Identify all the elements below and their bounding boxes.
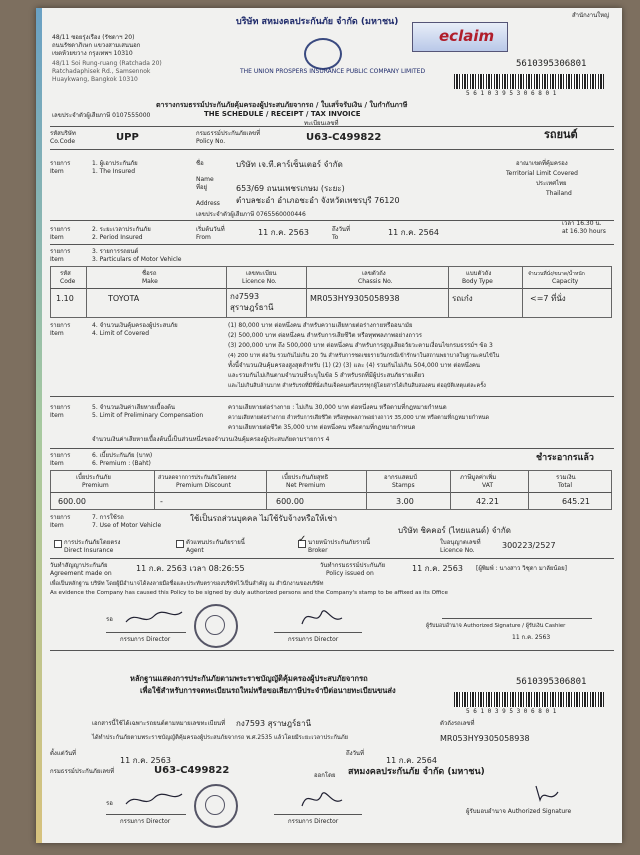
agreement-made-label-en: Agreement made on <box>50 570 112 577</box>
evidence-text-th: เพื่อเป็นหลักฐาน บริษัท โดยผู้มีอำนาจได้ลงลายมือชื่อและประทับตราของบริษัทไว้เป็นสำคัญ ณ สำนักงานของบริษัท <box>50 581 324 587</box>
agent-checkbox <box>176 540 184 548</box>
ro-mark: รอ <box>106 800 113 807</box>
certificate-issued-by-label: ออกโดย <box>314 772 336 779</box>
divider <box>50 558 614 559</box>
direct-insurance-label-th: การประกันภัยโดยตรง <box>64 539 121 546</box>
certificate-to: 11 ก.ค. 2564 <box>386 756 437 765</box>
ro-mark: รอ <box>106 616 113 623</box>
coverage-line: (1) 80,000 บาท ต่อหนึ่งคน สำหรับความเสียหายต่อร่างกายหรืออนามัย <box>228 322 413 329</box>
item-label-en: Item <box>50 256 64 263</box>
item-label-en: Item <box>50 460 64 467</box>
preliminary-line: ความเสียหายต่อชีวิต 35,000 บาท ต่อหนึ่งคน หรือตามที่กฎหมายกำหนด <box>228 424 416 431</box>
vehicle-table-col-rule <box>522 266 523 318</box>
period-time-th: เวลา 16.30 น. <box>562 220 602 227</box>
insured-address-1: 653/69 ถนนเพชรเกษม (ระยะ) <box>236 184 345 193</box>
item-label-th: รายการ <box>50 160 71 167</box>
director-label-1: กรรมการ Director <box>120 636 171 643</box>
vehicle-licence-1: กง7593 <box>230 292 260 301</box>
certificate-chassis: MR053HY9305058938 <box>440 734 530 743</box>
director-signature-4 <box>298 786 348 812</box>
insured-name: บริษัท เจ.ที.คาร์เซ็นเตอร์ จำกัด <box>236 160 343 169</box>
divider <box>50 126 614 127</box>
co-code-label-en: Co.Code <box>50 138 76 145</box>
premium-label-en: 6. Premium : (Baht) <box>92 460 151 467</box>
period-from-label-en: From <box>196 234 211 241</box>
vehicle-header-th: รหัส <box>60 270 71 277</box>
certificate-from-label: ตั้งแต่วันที่ <box>50 750 77 757</box>
vehicle-header-en: Code <box>60 278 76 285</box>
preliminary-label-en: 5. Limit of Preliminary Compensation <box>92 412 204 419</box>
item-label-th: รายการ <box>50 248 71 255</box>
licence-label-en: Licence No. <box>440 547 475 554</box>
direct-insurance-label-en: Direct Insurance <box>64 547 114 554</box>
vehicle-header-en: Licence No. <box>242 278 277 285</box>
certificate-authorized-label: ผู้รับมอบอำนาจ Authorized Signature <box>466 808 572 815</box>
director-label-4: กรรมการ Director <box>288 818 339 825</box>
divider <box>50 396 614 397</box>
premium-header-en: Premium <box>82 482 109 489</box>
director-signature-2 <box>298 604 348 630</box>
vehicle-table-col-rule <box>306 266 307 318</box>
divider <box>50 650 614 651</box>
vehicle-capacity: <=7 ที่นั่ง <box>530 294 566 303</box>
company-address-en-3: Huaykwang, Bangkok 10310 <box>52 76 138 83</box>
signature-line <box>274 814 362 815</box>
company-address-th-2: ถนนรัชดาภิเษก แขวงสามเสนนอก <box>52 42 141 49</box>
broker-label-en: Broker <box>308 547 328 554</box>
head-office-label: สำนักงานใหญ่ <box>572 12 610 19</box>
vehicle-table-col-rule <box>226 266 227 318</box>
vehicle-table-col-rule <box>86 266 87 318</box>
eclaim-logo <box>412 22 508 52</box>
item-label-th: รายการ <box>50 322 71 329</box>
usage-label-th: 7. การใช้รถ <box>92 514 124 521</box>
stamps-value: 3.00 <box>396 497 414 506</box>
coverage-line: และไม่เกินสิบล้านบาท สำหรับรถที่มีที่นั่งเกินเจ็ดคนหรือบรรทุกผู้โดยสารได้เกินสิบสองคน ต่ออุบัติเหตุแต่ละครั้ง <box>228 383 486 389</box>
company-address-en-2: Ratchadaphisek Rd., Samsennok <box>52 68 151 75</box>
premium-header-th: ภาษีมูลค่าเพิ่ม <box>460 474 497 481</box>
item-label-en: Item <box>50 412 64 419</box>
territory-label-en: Territorial Limit Covered <box>506 170 578 177</box>
insured-tax-id: เลขประจำตัวผู้เสียภาษี 0765560000446 <box>196 211 306 218</box>
premium-header-th: เบี้ยประกันภัย <box>76 474 111 481</box>
policy-no-label-th: กรมธรรม์ประกันภัยเลขที่ <box>196 130 261 137</box>
coverage-line: และรวมกันไม่เกินตามจำนวนที่ระบุในข้อ 5 สำหรับรถที่มีผู้ประสบภัยรายเดียว <box>228 372 425 379</box>
period-from-value: 11 ก.ค. 2563 <box>258 228 309 237</box>
direct-insurance-checkbox <box>54 540 62 548</box>
period-to-value: 11 ก.ค. 2564 <box>388 228 439 237</box>
doc-title-en: THE SCHEDULE / RECEIPT / TAX INVOICE <box>204 110 361 118</box>
authorized-cashier-label: ผู้รับมอบอำนาจ Authorized Signature / ผู้รับเงิน Cashier <box>426 623 566 629</box>
period-label-en: 2. Period Insured <box>92 234 143 241</box>
vehicle-header-th: ชื่อรถ <box>142 270 157 277</box>
stamp-duty-paid: ชำระอากรแล้ว <box>536 453 594 463</box>
certificate-policy-label: กรมธรรม์ประกันภัยเลขที่ <box>50 768 115 775</box>
insured-label-th: 1. ผู้เอาประกันภัย <box>92 160 138 167</box>
premium-header-th: รวมเงิน <box>556 474 576 481</box>
premium-header-en: VAT <box>482 482 494 489</box>
company-logo-icon <box>304 38 342 70</box>
insured-label-en: 1. The Insured <box>92 168 136 175</box>
agent-label-th: ตัวแทนประกันภัยรายนี้ <box>186 539 245 546</box>
vehicle-chassis: MR053HY9305058938 <box>310 294 400 303</box>
vehicle-code: 1.10 <box>56 294 74 303</box>
co-code-label-th: รหัสบริษัท <box>50 130 76 137</box>
item-label-en: Item <box>50 234 64 241</box>
premium-discount-value: - <box>160 497 163 506</box>
company-address-th-3: เขตห้วยขวาง กรุงเทพฯ 10310 <box>52 50 133 57</box>
coverage-line: ทั้งนี้จำนวนเงินคุ้มครองสูงสุดสำหรับ (1) (2) (3) และ (4) รวมกันไม่เกิน 504,000 บาท ต่อหนึ่งคน <box>228 362 480 369</box>
premium-header-en: Net Premium <box>286 482 326 489</box>
total-value: 645.21 <box>562 497 590 506</box>
period-to-label-en: To <box>332 234 339 241</box>
policy-document <box>36 8 622 843</box>
authorized-date: 11 ก.ค. 2563 <box>512 634 551 641</box>
vehicle-header-en: Body Type <box>462 278 493 285</box>
usage-label-en: 7. Use of Motor Vehicle <box>92 522 162 529</box>
vehicle-table-header-rule <box>50 288 612 289</box>
certificate-law-line: ได้ทำประกันภัยตามพระราชบัญญัติคุ้มครองผู้ประสบภัยจากรถ พ.ศ.2535 แล้วโดยมีระยะเวลาประกันภัย <box>92 735 349 741</box>
signature-line <box>442 618 592 619</box>
bottom-barcode-under: 5 6 1 0 3 9 5 3 0 6 8 0 1 <box>466 708 557 715</box>
coverage-label-th: 4. จำนวนเงินคุ้มครองผู้ประสบภัย <box>92 322 178 329</box>
company-seal-icon <box>194 604 238 648</box>
vehicle-make: TOYOTA <box>108 294 140 303</box>
plate-line-label: เอกสารนี้ใช้ได้เฉพาะรถยนต์ตามหมายเลขทะเบียนที่ <box>92 720 226 727</box>
printed-by: [ผู้พิมพ์ : นางสาว วิชุดา มาลัยน้อย] <box>476 565 567 572</box>
item-label-th: รายการ <box>50 404 71 411</box>
agreement-made-value: 11 ก.ค. 2563 เวลา 08:26:55 <box>136 564 245 573</box>
certificate-title-2: เพื่อใช้สำหรับการจดทะเบียนรถใหม่หรือขอเสียภาษีประจำปีต่อนายทะเบียนขนส่ง <box>140 686 396 695</box>
premium-header-th: ส่วนลดจากการประกันภัยโดยตรง <box>158 475 237 481</box>
top-barcode-under: 5 6 1 0 3 9 5 3 0 6 8 0 1 <box>466 90 557 97</box>
company-name-en: THE UNION PROSPERS INSURANCE PUBLIC COMPANY LIMITED <box>240 68 426 75</box>
licence-label-th: ใบอนุญาตเลขที่ <box>440 539 481 546</box>
coverage-line: (4) 200 บาท ต่อวัน รวมกันไม่เกิน 20 วัน สำหรับการชดเชยรายวันกรณีเข้ารักษาในสถานพยาบาลในฐานะคนไข้ใน <box>228 353 500 359</box>
director-signature-1 <box>124 606 184 628</box>
company-address-en-1: 48/11 Soi Rung-ruang (Ratchada 20) <box>52 60 162 67</box>
document-side-stripe <box>36 8 42 843</box>
agent-label-en: Agent <box>186 547 204 554</box>
period-time-en: at 16.30 hours <box>562 228 606 235</box>
broker-label-th: นายหน้าประกันภัยรายนี้ <box>308 539 371 546</box>
bottom-barcode <box>454 692 604 707</box>
premium-header-en: Total <box>558 482 573 489</box>
preliminary-line: จำนวนเงินค่าเสียหายเบื้องต้นนี้เป็นส่วนหนึ่งของจำนวนเงินคุ้มครองผู้ประสบภัยตามรายการ 4 <box>92 436 330 443</box>
vehicle-header-th: แบบตัวถัง <box>466 270 492 277</box>
net-premium-value: 600.00 <box>276 497 304 506</box>
period-from-label-th: เริ่มต้นวันที่ <box>196 226 225 233</box>
vehicle-header-en: Capacity <box>552 278 579 285</box>
top-barcode <box>454 74 604 89</box>
premium-header-en: Stamps <box>392 482 415 489</box>
item-label-th: รายการ <box>50 514 71 521</box>
item-label-en: Item <box>50 168 64 175</box>
vehicle-header-th: เลขทะเบียน <box>246 270 277 277</box>
broker-check-icon: ✓ <box>298 534 307 545</box>
divider <box>50 448 614 449</box>
coverage-line: (2) 500,000 บาท ต่อหนึ่งคน สำหรับการเสียชีวิต หรือทุพพลภาพอย่างถาวร <box>228 332 423 339</box>
divider <box>50 244 614 245</box>
broker-name: บริษัท ชิคคอร์ (ไทยแลนด์) จำกัด <box>398 526 511 535</box>
vat-value: 42.21 <box>476 497 499 506</box>
doc-title-th: ตารางกรมธรรม์ประกันภัยคุ้มครองผู้ประสบภัยจากรถ / ใบเสร็จรับเงิน / ใบกำกับภาษี <box>156 101 408 109</box>
agreement-made-label-th: วันทำสัญญาประกันภัย <box>50 562 108 569</box>
period-label-th: 2. ระยะเวลาประกันภัย <box>92 226 151 233</box>
vehicle-label-en: 3. Particulars of Motor Vehicle <box>92 256 182 263</box>
director-signature-3 <box>124 788 184 810</box>
policy-no-label-en: Policy No. <box>196 138 226 145</box>
signature-line <box>106 632 186 633</box>
certificate-chassis-label: ตัวถังรถเลขที่ <box>440 720 475 727</box>
premium-table-col-rule <box>266 470 267 510</box>
period-to-label-th: ถึงวันที่ <box>332 226 350 233</box>
vehicle-header-en: Chassis No. <box>358 278 393 285</box>
address-label-th: ที่อยู่ <box>196 184 208 191</box>
licence-number: 300223/2527 <box>502 541 556 550</box>
certificate-plate: กง7593 สุราษฎร์ธานี <box>236 719 312 728</box>
vehicle-licence-2: สุราษฎร์ธานี <box>230 303 274 312</box>
vehicle-label-th: 3. รายการรถยนต์ <box>92 248 139 255</box>
coverage-label-en: 4. Limit of Covered <box>92 330 150 337</box>
preliminary-line: ความเสียหายต่อร่างกาย สำหรับการเสียชีวิต หรือทุพพลภาพอย่างถาวร 35,000 บาท หรือตามที่กฎหมายกำหนด <box>228 415 490 421</box>
item-label-th: รายการ <box>50 226 71 233</box>
vehicle-header-en: Make <box>142 278 158 285</box>
premium-header-th: อากรแสตมป์ <box>384 474 418 481</box>
certificate-to-label: ถึงวันที่ <box>346 750 364 757</box>
premium-table-col-rule <box>528 470 529 510</box>
insured-address-2: ตำบลชะอำ อำเภอชะอำ จังหวัดเพชรบุรี 76120 <box>236 196 400 205</box>
premium-header-th: เบี้ยประกันภัยสุทธิ <box>282 474 329 481</box>
divider <box>50 149 614 150</box>
top-barcode-number: 5610395306801 <box>516 59 587 69</box>
premium-table-col-rule <box>154 470 155 510</box>
territory-en: Thailand <box>546 190 572 197</box>
certificate-title-1: หลักฐานแสดงการประกันภัยตามพระราชบัญญัติคุ้มครองผู้ประสบภัยจากรถ <box>130 674 368 683</box>
vehicle-body-type: รถเก๋ง <box>452 294 473 303</box>
company-address-th-1: 48/11 ซอยรุ่งเรือง (รัชดาฯ 20) <box>52 34 135 41</box>
evidence-text-en: As evidence the Company has caused this Policy to be signed by duly authorized persons and the Company's stamp to be affixed as its Office <box>50 590 448 596</box>
policy-type: รถยนต์ <box>544 128 578 141</box>
signature-line <box>106 814 186 815</box>
policy-issued-label-en: Policy issued on <box>326 570 374 577</box>
coverage-line: (3) 200,000 บาท ถึง 500,000 บาท ต่อหนึ่งคน สำหรับการสูญเสียอวัยวะตามเงื่อนไขกรมธรรม์ฯ ข้อ 3 <box>228 342 493 349</box>
registration-label: ทะเบียนเลขที่ <box>304 120 339 127</box>
company-name-th: บริษัท สหมงคลประกันภัย จำกัด (มหาชน) <box>236 17 399 27</box>
premium-table-col-rule <box>450 470 451 510</box>
vehicle-header-th: เลขตัวถัง <box>362 270 386 277</box>
policy-issued-value: 11 ก.ค. 2563 <box>412 564 463 573</box>
co-code-value: UPP <box>116 132 139 143</box>
director-label-2: กรรมการ Director <box>288 636 339 643</box>
address-label-en: Address <box>196 200 220 207</box>
eclaim-logo-text: eclaim <box>439 27 495 45</box>
preliminary-line: ความเสียหายต่อร่างกาย : ไม่เกิน 30,000 บาท ต่อหนึ่งคน หรือตามที่กฎหมายกำหนด <box>228 404 447 411</box>
preliminary-label-th: 5. จำนวนเงินค่าเสียหายเบื้องต้น <box>92 404 176 411</box>
certificate-policy-no: U63-C499822 <box>154 765 230 776</box>
company-seal-icon <box>194 784 238 828</box>
premium-table-col-rule <box>366 470 367 510</box>
certificate-issued-by: สหมงคลประกันภัย จำกัด (มหาชน) <box>348 767 485 777</box>
premium-label-th: 6. เบี้ยประกันภัย (บาท) <box>92 452 153 459</box>
name-label-en: Name <box>196 176 214 183</box>
certificate-from: 11 ก.ค. 2563 <box>120 756 171 765</box>
tax-id: เลขประจำตัวผู้เสียภาษี 0107555000 <box>52 112 151 119</box>
premium-header-en: Premium Discount <box>176 482 231 489</box>
name-label-th: ชื่อ <box>196 160 204 167</box>
policy-issued-label-th: วันทำกรมธรรม์ประกันภัย <box>320 562 386 569</box>
authorized-signature <box>532 782 562 806</box>
item-label-th: รายการ <box>50 452 71 459</box>
item-label-en: Item <box>50 330 64 337</box>
vehicle-header-th: จำนวนที่นั่ง/ขนาด/น้ำหนัก <box>528 271 585 277</box>
premium-value: 600.00 <box>58 497 86 506</box>
divider <box>50 220 614 221</box>
policy-no-value: U63-C499822 <box>306 132 382 143</box>
territory-label-th: อาณาเขตที่คุ้มครอง <box>516 160 568 167</box>
director-label-3: กรรมการ Director <box>120 818 171 825</box>
signature-line <box>274 632 362 633</box>
usage-text: ใช้เป็นรถส่วนบุคคล ไม่ใช้รับจ้างหรือให้เช่า <box>190 514 338 523</box>
item-label-en: Item <box>50 522 64 529</box>
bottom-barcode-number: 5610395306801 <box>516 677 587 687</box>
vehicle-table-col-rule <box>448 266 449 318</box>
territory-th: ประเทศไทย <box>536 180 567 187</box>
